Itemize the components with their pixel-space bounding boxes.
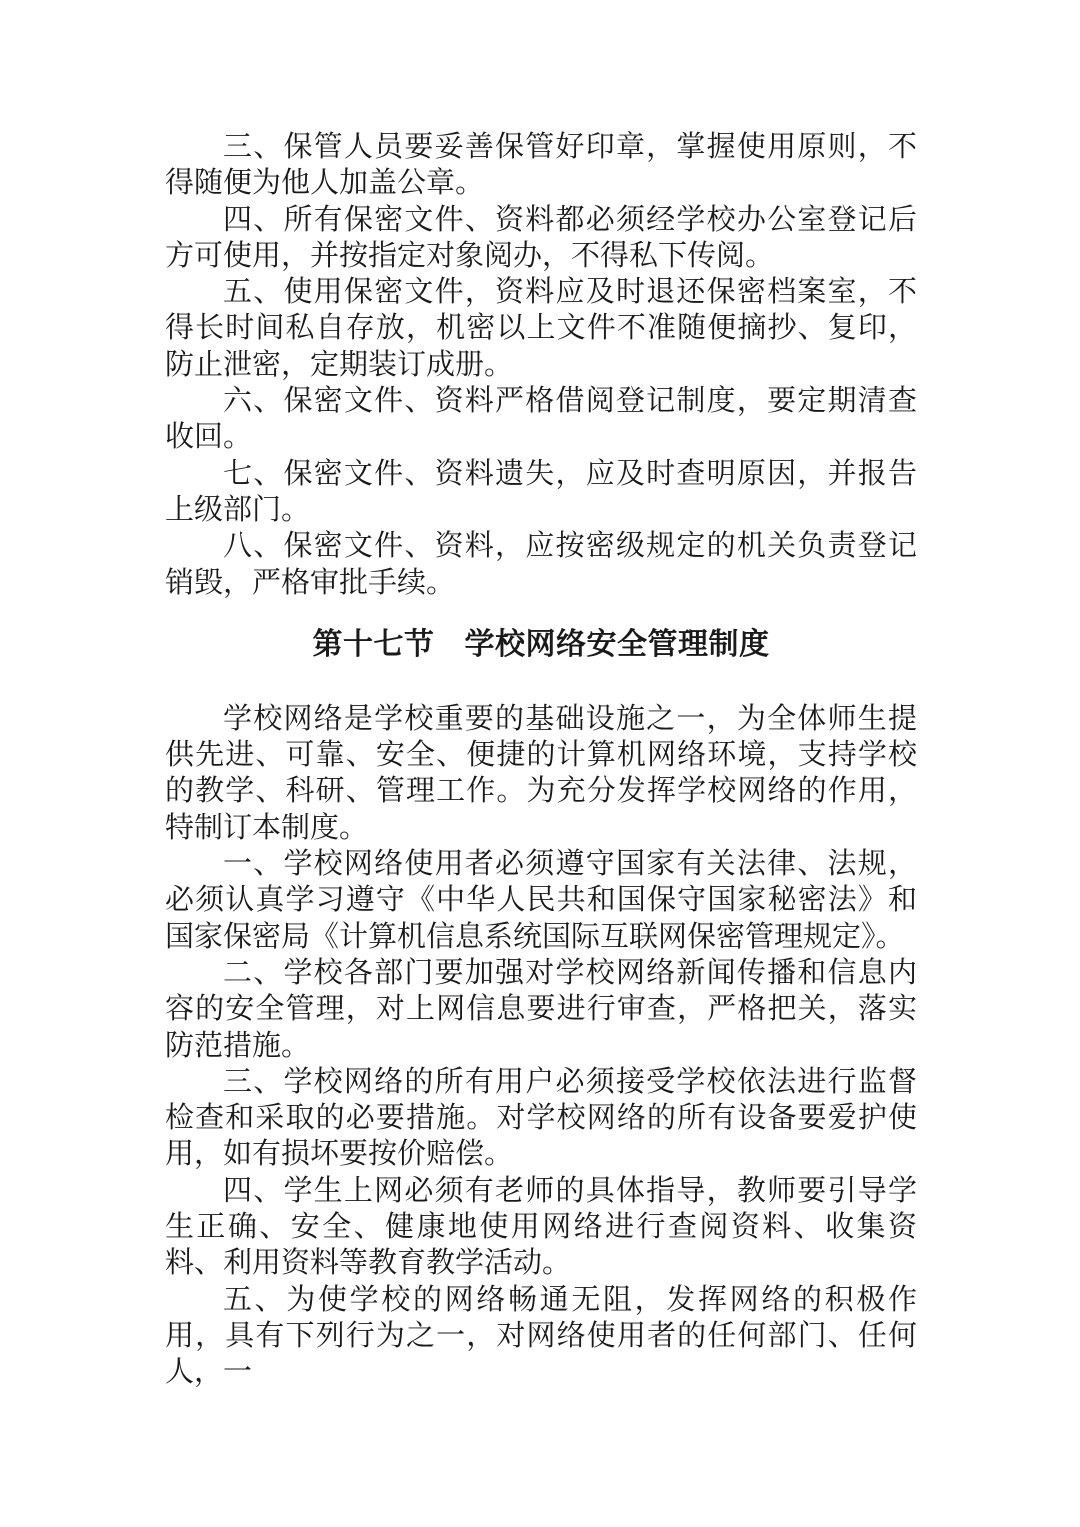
paragraph-network-intro: 学校网络是学校重要的基础设施之一，为全体师生提供先进、可靠、安全、便捷的计算机网络环境，支持学校的教学、科研、管理工作。为充分发挥学校网络的作用，特制订本制度。 bbox=[165, 700, 917, 844]
paragraph-network-rule-2: 二、学校各部门要加强对学校网络新闻传播和信息内容的安全管理，对上网信息要进行审查，严格把关，落实防范措施。 bbox=[165, 954, 917, 1062]
document-body bbox=[165, 128, 917, 1390]
paragraph-return-files: 五、使用保密文件，资料应及时退还保密档案室，不得长时间私自存放，机密以上文件不准随便摘抄、复印，防止泄密，定期装订成册。 bbox=[165, 274, 917, 381]
section-heading bbox=[165, 626, 917, 664]
section-title: 学校网络安全管理制度 bbox=[464, 626, 770, 662]
paragraph-lost-files: 七、保密文件、资料遗失，应及时查明原因，并报告上级部门。 bbox=[165, 455, 917, 526]
paragraph-destruction: 八、保密文件、资料，应按密级规定的机关负责登记销毁，严格审批手续。 bbox=[165, 528, 917, 599]
paragraph-borrowing-registration: 六、保密文件、资料严格借阅登记制度，要定期清查收回。 bbox=[165, 383, 917, 454]
paragraph-seal-custody: 三、保管人员要妥善保管好印章，掌握使用原则，不得随便为他人加盖公章。 bbox=[165, 129, 917, 200]
paragraph-confidential-registration: 四、所有保密文件、资料都必须经学校办公室登记后方可使用，并按指定对象阅办，不得私下传阅。 bbox=[165, 201, 917, 272]
section-number: 第十七节 bbox=[312, 626, 435, 662]
paragraph-network-rule-1: 一、学校网络使用者必须遵守国家有关法律、法规，必须认真学习遵守《中华人民共和国保守国家秘密法》和国家保密局《计算机信息系统国际互联网保密管理规定》。 bbox=[165, 846, 917, 953]
paragraph-network-rule-3: 三、学校网络的所有用户必须接受学校依法进行监督检查和采取的必要措施。对学校网络的所有设备要爱护使用，如有损坏要按价赔偿。 bbox=[165, 1063, 917, 1171]
paragraph-network-rule-4: 四、学生上网必须有老师的具体指导，教师要引导学生正确、安全、健康地使用网络进行查阅资料、收集资料、利用资料等教育教学活动。 bbox=[165, 1172, 917, 1280]
paragraph-network-rule-5: 五、为使学校的网络畅通无阻，发挥网络的积极作用，具有下列行为之一，对网络使用者的任何部门、任何人，一 bbox=[165, 1281, 917, 1389]
